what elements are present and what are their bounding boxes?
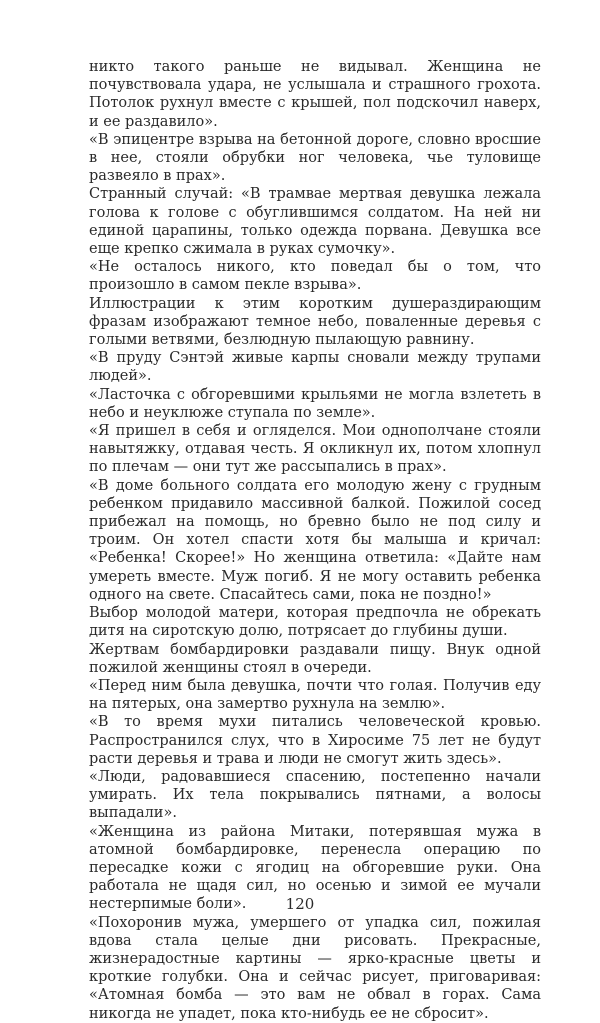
page-number: 120 (285, 895, 315, 913)
paragraph-1: никто такого раньше не видывал. Женщина не почувствовала удара, не услышала и страшного грохота. Потолок рухнул вместе с крышей, пол подскочил наверх, и ее раздавило». (89, 59, 541, 130)
paragraph-5: Иллюстрации к этим коротким душераздирающим фразам изображают темное небо, поваленные деревья с голыми ветвями, безлюдную пылающую равнину. (89, 295, 541, 349)
paragraph-2: «В эпицентре взрыва на бетонной дороге, словно вросшие в нее, стояли обрубки ног человека, чье туловище развеяло в прах». (89, 131, 541, 185)
paragraph-14: «Люди, радовавшиеся спасению, постепенно начали умирать. Их тела покрывались пятнами, а волосы выпадали». (89, 768, 541, 822)
paragraph-9: «В доме больного солдата его молодую жену с грудным ребенком придавило массивной балкой. Пожилой сосед прибежал на помощь, но бревно было не под силу и троим. Он хотел спасти хотя бы малыша и кричал: «Ребенка! Скорее!» Но женщина ответила: «Дайте нам умереть вместе. Муж погиб. Я не могу оставить ребенка одного на свете. Спасайтесь сами, пока не поздно!» (89, 477, 541, 603)
paragraph-10: Выбор молодой матери, которая предпочла не обрекать дитя на сиротскую долю, потрясает до глубины души. (89, 605, 541, 640)
paragraph-3: Странный случай: «В трамвае мертвая девушка лежала голова к голове с обуглившимся солдатом. На ней ни единой царапины, только одежда порвана. Девушка все еще крепко сжимала в руках сумочку». (89, 186, 541, 258)
paragraph-12: «Перед ним была девушка, почти что голая. Получив еду на пятерых, она замертво рухнула на землю». (89, 677, 541, 713)
paragraph-16: «Похоронив мужа, умершего от упадка сил, пожилая вдова стала целые дни рисовать. Прекрасные, жизнерадостные картины — ярко-красные цветы и кроткие голубки. Она и сейчас рисует, приговаривая: «Атомная бомба — это вам не обвал в горах. Сама никогда не упадет, пока кто-нибудь ее не сбросит». (89, 914, 541, 1022)
paragraph-6: «В пруду Сэнтэй живые карпы сновали между трупами людей». (89, 350, 541, 385)
paragraph-15: «Женщина из района Митаки, потерявшая мужа в атомной бомбардировке, перенесла операцию по пересадке кожи с ягодиц на обгоревшие руки. Она работала не щадя сил, но осенью и зимой ее мучали нестерпимые боли». (89, 823, 541, 913)
book-page-text (89, 58, 541, 1023)
paragraph-4: «Не осталось никого, кто поведал бы о том, что произошло в самом пекле взрыва». (89, 259, 541, 294)
paragraph-7: «Ласточка с обгоревшими крыльями не могла взлететь в небо и неуклюже ступала по земле». (89, 386, 541, 421)
paragraph-13: «В то время мухи питались человеческой кровью. Распространился слух, что в Хиросиме 75 лет не будут расти деревья и трава и люди не смогут жить здесь». (89, 714, 541, 767)
paragraph-8: «Я пришел в себя и огляделся. Мои однополчане стояли навытяжку, отдавая честь. Я окликнул их, потом хлопнул по плечам — они тут же рассыпались в прах». (89, 423, 541, 476)
paragraph-11: Жертвам бомбардировки раздавали пищу. Внук одной пожилой женщины стоял в очереди. (89, 641, 541, 676)
